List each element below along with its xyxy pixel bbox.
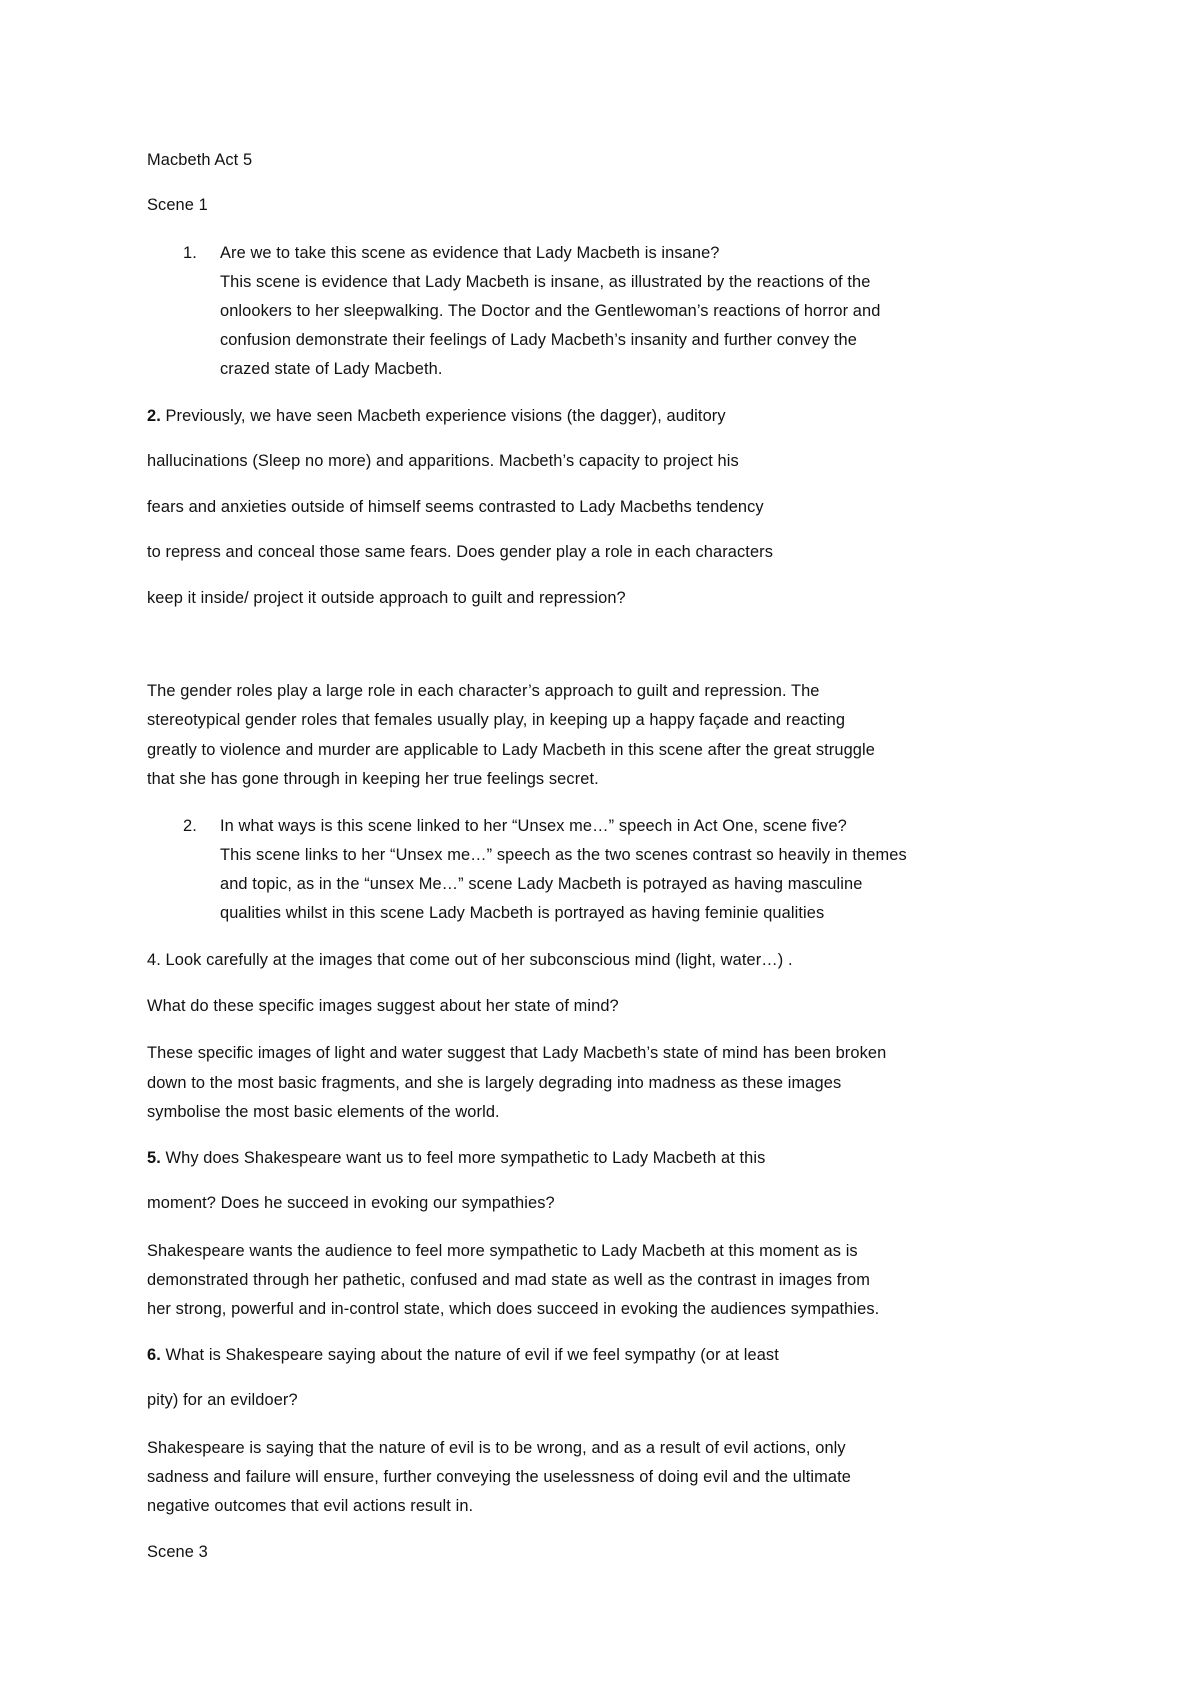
q1-answer-line: onlookers to her sleepwalking. The Doctor and the Gentlewoman’s reactions of horror and [220,302,881,320]
q5-number: 5. [147,1149,161,1167]
q2-question-line-1 [147,408,726,424]
q3-number: 2. [183,817,197,835]
q2-question-text: Previously, we have seen Macbeth experience visions (the dagger), auditory [160,407,726,425]
q2-answer-line: The gender roles play a large role in each character’s approach to guilt and repression. The [147,682,820,700]
q5-question-line: moment? Does he succeed in evoking our sympathies? [147,1194,555,1212]
q5-question-line-1 [147,1150,765,1166]
q1-question: Are we to take this scene as evidence that Lady Macbeth is insane? [220,244,720,262]
q5-answer-line: her strong, powerful and in-control state, which does succeed in evoking the audiences sympathies. [147,1300,880,1318]
q4-question-line-1 [147,952,793,968]
q6-answer-line: negative outcomes that evil actions result in. [147,1497,474,1515]
q6-answer-line: sadness and failure will ensure, further conveying the uselessness of doing evil and the ultimate [147,1468,851,1486]
q6-question-line-1 [147,1347,779,1363]
q1-answer-line: This scene is evidence that Lady Macbeth is insane, as illustrated by the reactions of the [220,273,871,291]
q5-question-text: Why does Shakespeare want us to feel more sympathetic to Lady Macbeth at this [160,1149,766,1167]
q3-answer-line: This scene links to her “Unsex me…” speech as the two scenes contrast so heavily in themes [220,846,907,864]
q4-number: 4. [147,951,161,969]
q2-answer-line: stereotypical gender roles that females usually play, in keeping up a happy façade and reacting [147,711,846,729]
q5-answer-line: demonstrated through her pathetic, confused and mad state as well as the contrast in images from [147,1271,870,1289]
q2-question-line: keep it inside/ project it outside approach to guilt and repression? [147,589,626,607]
q1-answer-line: confusion demonstrate their feelings of Lady Macbeth’s insanity and further convey the [220,331,857,349]
scene-1-heading: Scene 1 [147,196,208,214]
q4-answer-line: These specific images of light and water suggest that Lady Macbeth’s state of mind has been broken [147,1044,887,1062]
q3-answer-line: qualities whilst in this scene Lady Macbeth is portrayed as having feminie qualities [220,904,825,922]
q2-question-line: to repress and conceal those same fears. Does gender play a role in each characters [147,543,774,561]
q3-question: In what ways is this scene linked to her “Unsex me…” speech in Act One, scene five? [220,817,847,835]
q4-answer-line: symbolise the most basic elements of the world. [147,1103,500,1121]
q2-answer-line: that she has gone through in keeping her true feelings secret. [147,770,599,788]
q1-number: 1. [183,244,197,262]
q6-question-text: What is Shakespeare saying about the nature of evil if we feel sympathy (or at least [160,1346,779,1364]
q1-answer-line: crazed state of Lady Macbeth. [220,360,443,378]
q2-question-line: fears and anxieties outside of himself seems contrasted to Lady Macbeths tendency [147,498,764,516]
q6-answer-line: Shakespeare is saying that the nature of evil is to be wrong, and as a result of evil actions, only [147,1439,846,1457]
q4-answer-line: down to the most basic fragments, and she is largely degrading into madness as these images [147,1074,842,1092]
document-title: Macbeth Act 5 [147,151,253,169]
scene-3-heading: Scene 3 [147,1543,208,1561]
q5-answer-line: Shakespeare wants the audience to feel more sympathetic to Lady Macbeth at this moment as is [147,1242,858,1260]
q4-question-text: Look carefully at the images that come out of her subconscious mind (light, water…) . [160,951,793,969]
q6-question-line: pity) for an evildoer? [147,1391,298,1409]
q2-question-line: hallucinations (Sleep no more) and apparitions. Macbeth’s capacity to project his [147,452,739,470]
q6-number: 6. [147,1346,161,1364]
q4-question-line: What do these specific images suggest about her state of mind? [147,997,619,1015]
q2-number: 2. [147,407,161,425]
q3-answer-line: and topic, as in the “unsex Me…” scene Lady Macbeth is potrayed as having masculine [220,875,863,893]
q2-answer-line: greatly to violence and murder are applicable to Lady Macbeth in this scene after the great struggle [147,741,875,759]
